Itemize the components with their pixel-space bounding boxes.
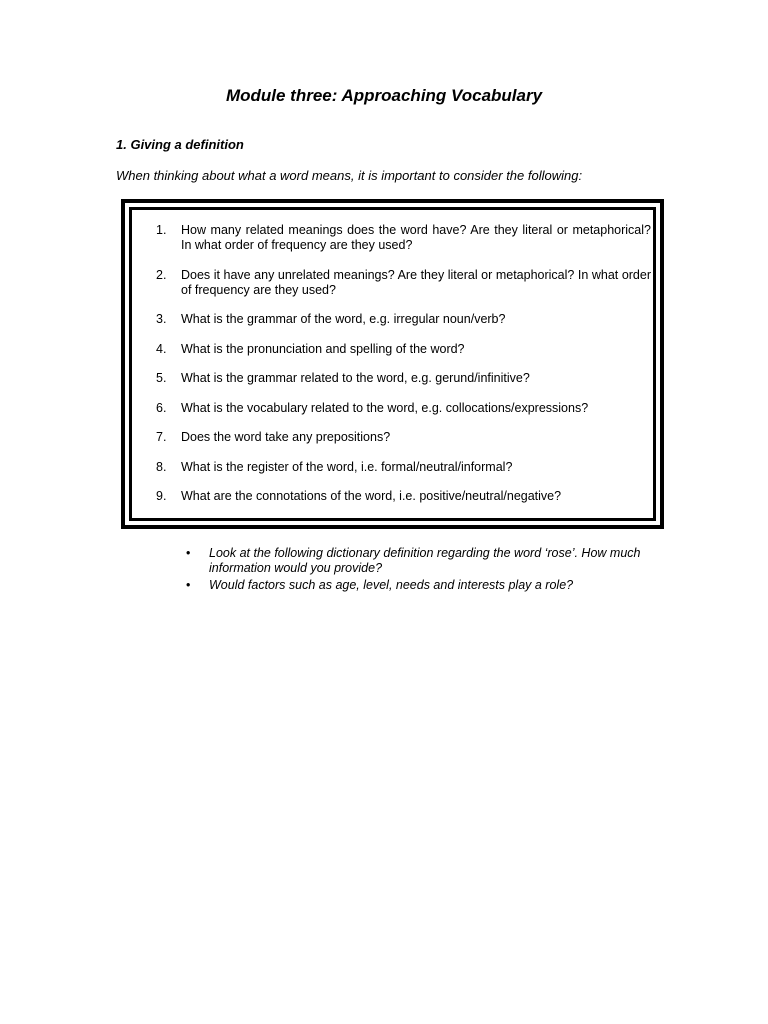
bullet-item [185, 578, 665, 593]
question-text: Does the word take any prepositions? [181, 430, 391, 444]
question-text: What is the pronunciation and spelling of the word? [181, 341, 465, 356]
bullet-item [185, 546, 665, 576]
bullet-icon: • [186, 546, 191, 560]
question-item [156, 401, 651, 416]
question-number: 9. [156, 489, 167, 503]
question-number: 7. [156, 430, 167, 444]
bullet-text: Would factors such as age, level, needs and interests play a role? [209, 578, 574, 592]
question-item [156, 268, 651, 298]
question-text: How many related meanings does the word have? Are they literal or metaphorical? In what order of frequency are they used? [181, 223, 651, 252]
question-number: 1. [156, 223, 167, 237]
question-text: What is the register of the word, i.e. formal/neutral/informal? [181, 459, 513, 474]
question-text: What is the grammar of the word, e.g. irregular noun/verb? [181, 312, 506, 326]
bullet-icon: • [186, 578, 191, 592]
question-number: 2. [156, 267, 167, 282]
question-number: 6. [156, 400, 167, 415]
question-item [156, 312, 651, 327]
question-item [156, 223, 651, 253]
question-number: 8. [156, 459, 167, 474]
question-item [156, 430, 651, 445]
question-item [156, 460, 651, 475]
bullet-text: Look at the following dictionary definition regarding the word ‘rose’. How much information would you provide? [209, 546, 641, 575]
question-text: Does it have any unrelated meanings? Are they literal or metaphorical? In what order of frequency are they used? [181, 267, 651, 297]
question-text: What is the vocabulary related to the word, e.g. collocations/expressions? [181, 400, 589, 415]
section-heading: 1. Giving a definition [116, 137, 244, 152]
question-number: 5. [156, 371, 167, 385]
question-item [156, 371, 651, 386]
bullet-list [185, 546, 665, 595]
question-list [156, 223, 651, 519]
question-item [156, 489, 651, 504]
question-number: 3. [156, 312, 167, 326]
question-number: 4. [156, 341, 167, 356]
page-title: Module three: Approaching Vocabulary [225, 86, 543, 105]
question-text: What is the grammar related to the word, e.g. gerund/infinitive? [181, 371, 530, 385]
question-item [156, 342, 651, 357]
question-text: What are the connotations of the word, i.e. positive/neutral/negative? [181, 489, 562, 503]
intro-text: When thinking about what a word means, it is important to consider the following: [116, 168, 583, 183]
